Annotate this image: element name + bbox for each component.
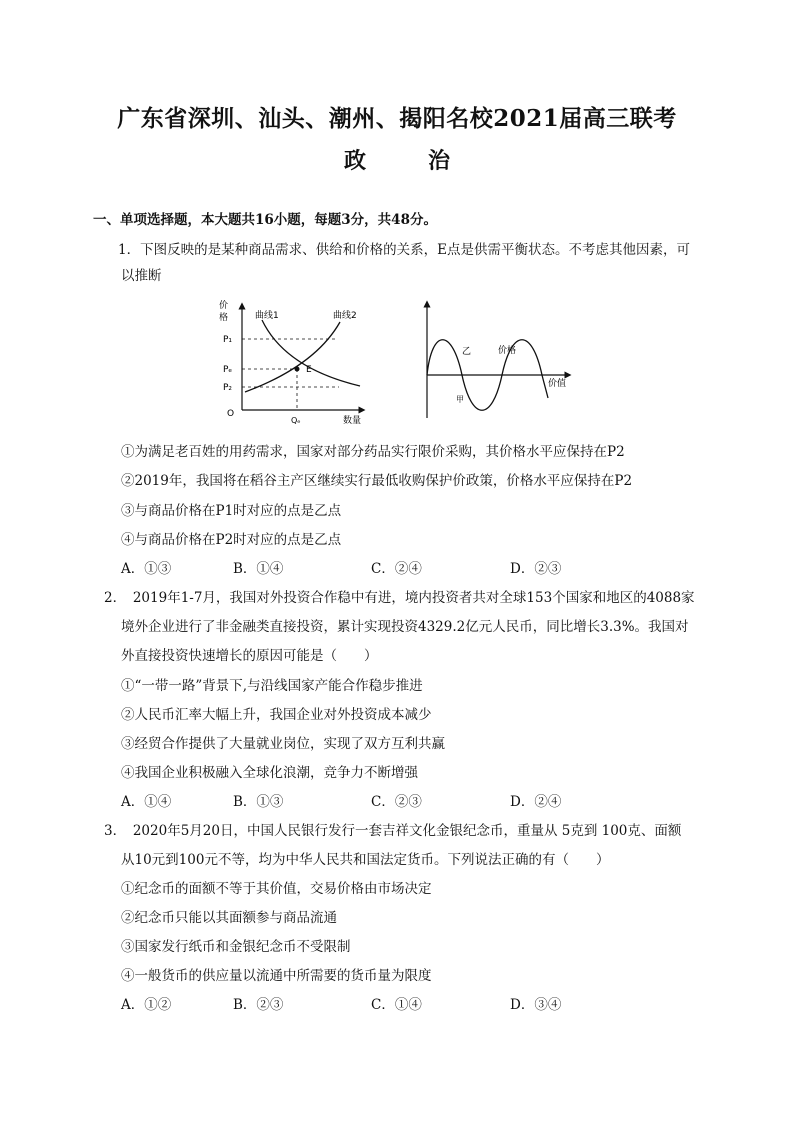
q3-item-3: ③国家发行纸币和金银纪念币不受限制 xyxy=(121,939,351,955)
fig1-curve2-label: 曲线2 xyxy=(333,311,357,321)
fig2-yi: 乙 xyxy=(462,347,472,357)
demand-curve xyxy=(262,320,360,386)
q2-option-c[interactable]: C．②③ xyxy=(371,794,422,810)
fig1-curve1-label: 曲线1 xyxy=(255,311,279,321)
q2-stem-line1: 2． 2019年1-7月，我国对外投资合作稳中有进，境内投资者共对全球153个国家和地区的4088家 xyxy=(104,590,695,606)
q3-option-c[interactable]: C．①④ xyxy=(371,997,422,1013)
fig1-p2: P₂ xyxy=(223,383,233,393)
q3-option-a[interactable]: A．①② xyxy=(121,997,172,1013)
fig2-value: 价值 xyxy=(548,379,567,389)
q3-item-2: ②纪念币只能以其面额参与商品流通 xyxy=(121,910,337,926)
q2-item-2: ②人民币汇率大幅上升，我国企业对外投资成本减少 xyxy=(121,707,432,723)
fig1-xlabel: 数量 xyxy=(343,416,362,426)
paper-title: 广东省深圳、汕头、潮州、揭阳名校2021届高三联考 xyxy=(117,105,677,132)
q2-option-b[interactable]: B．①③ xyxy=(233,794,284,810)
fig1-qe: Qₑ xyxy=(291,416,301,425)
q2-item-4: ④我国企业积极融入全球化浪潮，竞争力不断增强 xyxy=(121,765,418,781)
equilibrium-point xyxy=(295,367,300,372)
fig1-e: E xyxy=(306,365,312,375)
q1-item-1: ①为满足老百姓的用药需求，国家对部分药品实行限价采购，其价格水平应保持在P2 xyxy=(121,444,625,460)
q1-item-2: ②2019年，我国将在稻谷主产区继续实行最低收购保护价政策，价格水平应保持在P2 xyxy=(121,473,633,489)
fig2-price: 价格 xyxy=(498,346,517,356)
q1-stem-line2: 以推断 xyxy=(121,268,162,284)
section-heading: 一、单项选择题，本大题共16小题，每题3分，共48分。 xyxy=(93,212,437,228)
q2-stem-line3: 外直接投资快速增长的原因可能是（ ） xyxy=(121,648,378,664)
q3-option-d[interactable]: D．③④ xyxy=(510,997,562,1013)
q1-option-a[interactable]: A．①③ xyxy=(121,561,172,577)
q1-option-d[interactable]: D．②③ xyxy=(510,561,562,577)
q2-stem-line2: 境外企业进行了非金融类直接投资，累计实现投资4329.2亿元人民币，同比增长3.3%。我国对 xyxy=(121,619,689,635)
fig1-p1: P₁ xyxy=(223,335,233,345)
q2-item-3: ③经贸合作提供了大量就业岗位，实现了双方互利共赢 xyxy=(121,736,445,752)
fig2-jia: 甲 xyxy=(456,395,464,404)
fig1-pe: Pₑ xyxy=(223,365,233,375)
q1-item-3: ③与商品价格在P1时对应的点是乙点 xyxy=(121,503,342,519)
fig1-ylabel-1: 价 xyxy=(219,301,229,311)
supply-demand-figure xyxy=(215,298,375,428)
q2-option-a[interactable]: A．①④ xyxy=(121,794,172,810)
q3-item-1: ①纪念币的面额不等于其价值，交易价格由市场决定 xyxy=(121,881,432,897)
q1-item-4: ④与商品价格在P2时对应的点是乙点 xyxy=(121,532,342,548)
paper-subject: 政 治 xyxy=(343,148,470,174)
q3-item-4: ④一般货币的供应量以流通中所需要的货币量为限度 xyxy=(121,968,432,984)
q1-option-b[interactable]: B．①④ xyxy=(233,561,284,577)
q2-item-1: ①“一带一路”背景下,与沿线国家产能合作稳步推进 xyxy=(121,678,423,694)
q2-option-d[interactable]: D．②④ xyxy=(510,794,562,810)
fig1-ylabel-2: 格 xyxy=(219,313,229,323)
fig1-origin: O xyxy=(227,409,235,419)
q1-option-c[interactable]: C．②④ xyxy=(371,561,422,577)
q3-stem-line1: 3． 2020年5月20日，中国人民银行发行一套吉祥文化金银纪念币，重量从 5克到 100克、面额 xyxy=(104,823,682,839)
q3-stem-line2: 从10元到100元不等，均为中华人民共和国法定货币。下列说法正确的有（ ） xyxy=(121,852,610,868)
price-value-figure xyxy=(418,298,586,423)
q3-option-b[interactable]: B．②③ xyxy=(233,997,284,1013)
q1-stem-line1: 1．下图反映的是某种商品需求、供给和价格的关系，E点是供需平衡状态。不考虑其他因素，可 xyxy=(118,242,690,258)
